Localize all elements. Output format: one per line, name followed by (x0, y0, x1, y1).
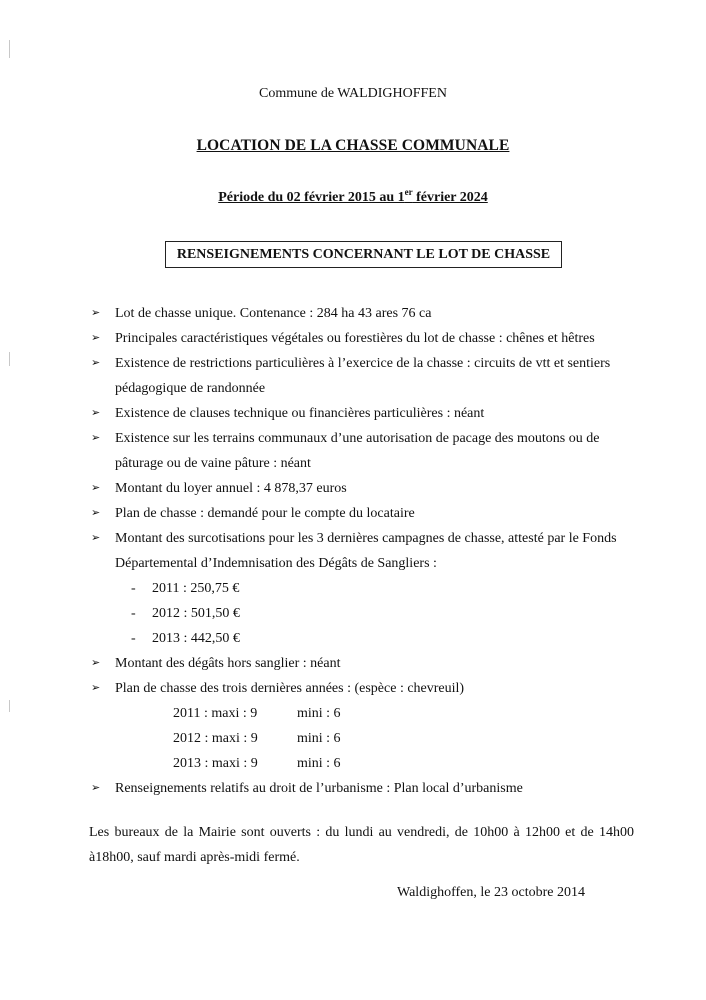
list-item-restrictions (0, 351, 706, 401)
arrow-bullet-icon: ➢ (91, 332, 101, 344)
item-text: Existence de restrictions particulières à l’exercice de la chasse : circuits de vtt et sentiers pédagogique de randonnée (115, 356, 611, 396)
section-box-title: RENSEIGNEMENTS CONCERNANT LE LOT DE CHASSE (165, 241, 562, 268)
surcotisation-value: 2012 : 501,50 € (152, 606, 240, 621)
document-title: LOCATION DE LA CHASSE COMMUNALE (196, 137, 510, 154)
item-text: Montant des surcotisations pour les 3 dernières campagnes de chasse, attesté par le Fonds Départemental d’Indemnisation des Dégâts de Sangliers : (115, 531, 617, 571)
item-text: Montant du loyer annuel : 4 878,37 euros (115, 481, 347, 496)
surcotisation-value: 2013 : 442,50 € (152, 631, 240, 646)
list-item-plan (0, 501, 706, 526)
list-item-loyer (0, 476, 706, 501)
surcotisation-row (0, 626, 706, 651)
quota-year: 2012 : maxi : 9 (173, 731, 258, 746)
list-item-lot (0, 301, 706, 326)
dash-bullet: - (131, 606, 136, 621)
list-item-degats (0, 651, 706, 676)
item-text: Principales caractéristiques végétales ou forestières du lot de chasse : chênes et hêtres (115, 331, 595, 346)
arrow-bullet-icon: ➢ (91, 307, 101, 319)
surcotisation-row (0, 601, 706, 626)
dash-bullet: - (131, 581, 136, 596)
arrow-bullet-icon: ➢ (91, 507, 101, 519)
arrow-bullet-icon: ➢ (91, 407, 101, 419)
commune-heading: Commune de WALDIGHOFFEN (259, 86, 447, 101)
item-text: Existence de clauses technique ou financières particulières : néant (115, 406, 485, 421)
arrow-bullet-icon: ➢ (91, 682, 101, 694)
arrow-bullet-icon: ➢ (91, 782, 101, 794)
quota-min: mini : 6 (297, 731, 341, 746)
quota-min: mini : 6 (297, 756, 341, 771)
period-text-end: février 2024 (412, 190, 488, 205)
quota-row (0, 701, 706, 726)
office-hours-paragraph: Les bureaux de la Mairie sont ouverts : du lundi au vendredi, de 10h00 à 12h00 et de 14h00 à18h00, sauf mardi après-midi fermé. (89, 825, 634, 865)
period-superscript: er (404, 187, 413, 197)
list-item-plan-trois (0, 676, 706, 701)
item-text: Plan de chasse des trois dernières années : (espèce : chevreuil) (115, 681, 465, 696)
item-text: Montant des dégâts hors sanglier : néant (115, 656, 341, 671)
arrow-bullet-icon: ➢ (91, 532, 101, 544)
quota-year: 2011 : maxi : 9 (173, 706, 258, 721)
dash-bullet: - (131, 631, 136, 646)
surcotisation-row (0, 576, 706, 601)
quota-min: mini : 6 (297, 706, 341, 721)
item-text: Plan de chasse : demandé pour le compte du locataire (115, 506, 415, 521)
list-item-pacage (0, 426, 706, 476)
list-item-clauses (0, 401, 706, 426)
list-item-surcotisations (0, 526, 706, 576)
arrow-bullet-icon: ➢ (91, 657, 101, 669)
quota-year: 2013 : maxi : 9 (173, 756, 258, 771)
scan-edge-mark (9, 40, 10, 58)
period-heading (0, 187, 706, 206)
quota-row (0, 726, 706, 751)
item-text: Existence sur les terrains communaux d’une autorisation de pacage des moutons ou de pâturage ou de vaine pâture : néant (115, 431, 600, 471)
place-date-signature: Waldighoffen, le 23 octobre 2014 (397, 885, 585, 900)
item-text: Renseignements relatifs au droit de l’urbanisme : Plan local d’urbanisme (115, 781, 523, 796)
arrow-bullet-icon: ➢ (91, 432, 101, 444)
list-item-vegetation (0, 326, 706, 351)
arrow-bullet-icon: ➢ (91, 357, 101, 369)
period-text: Période du 02 février 2015 au 1 (218, 190, 405, 205)
quota-row (0, 751, 706, 776)
info-list (0, 301, 706, 801)
list-item-urbanisme (0, 776, 706, 801)
arrow-bullet-icon: ➢ (91, 482, 101, 494)
surcotisation-value: 2011 : 250,75 € (152, 581, 240, 596)
item-text: Lot de chasse unique. Contenance : 284 ha 43 ares 76 ca (115, 306, 432, 321)
